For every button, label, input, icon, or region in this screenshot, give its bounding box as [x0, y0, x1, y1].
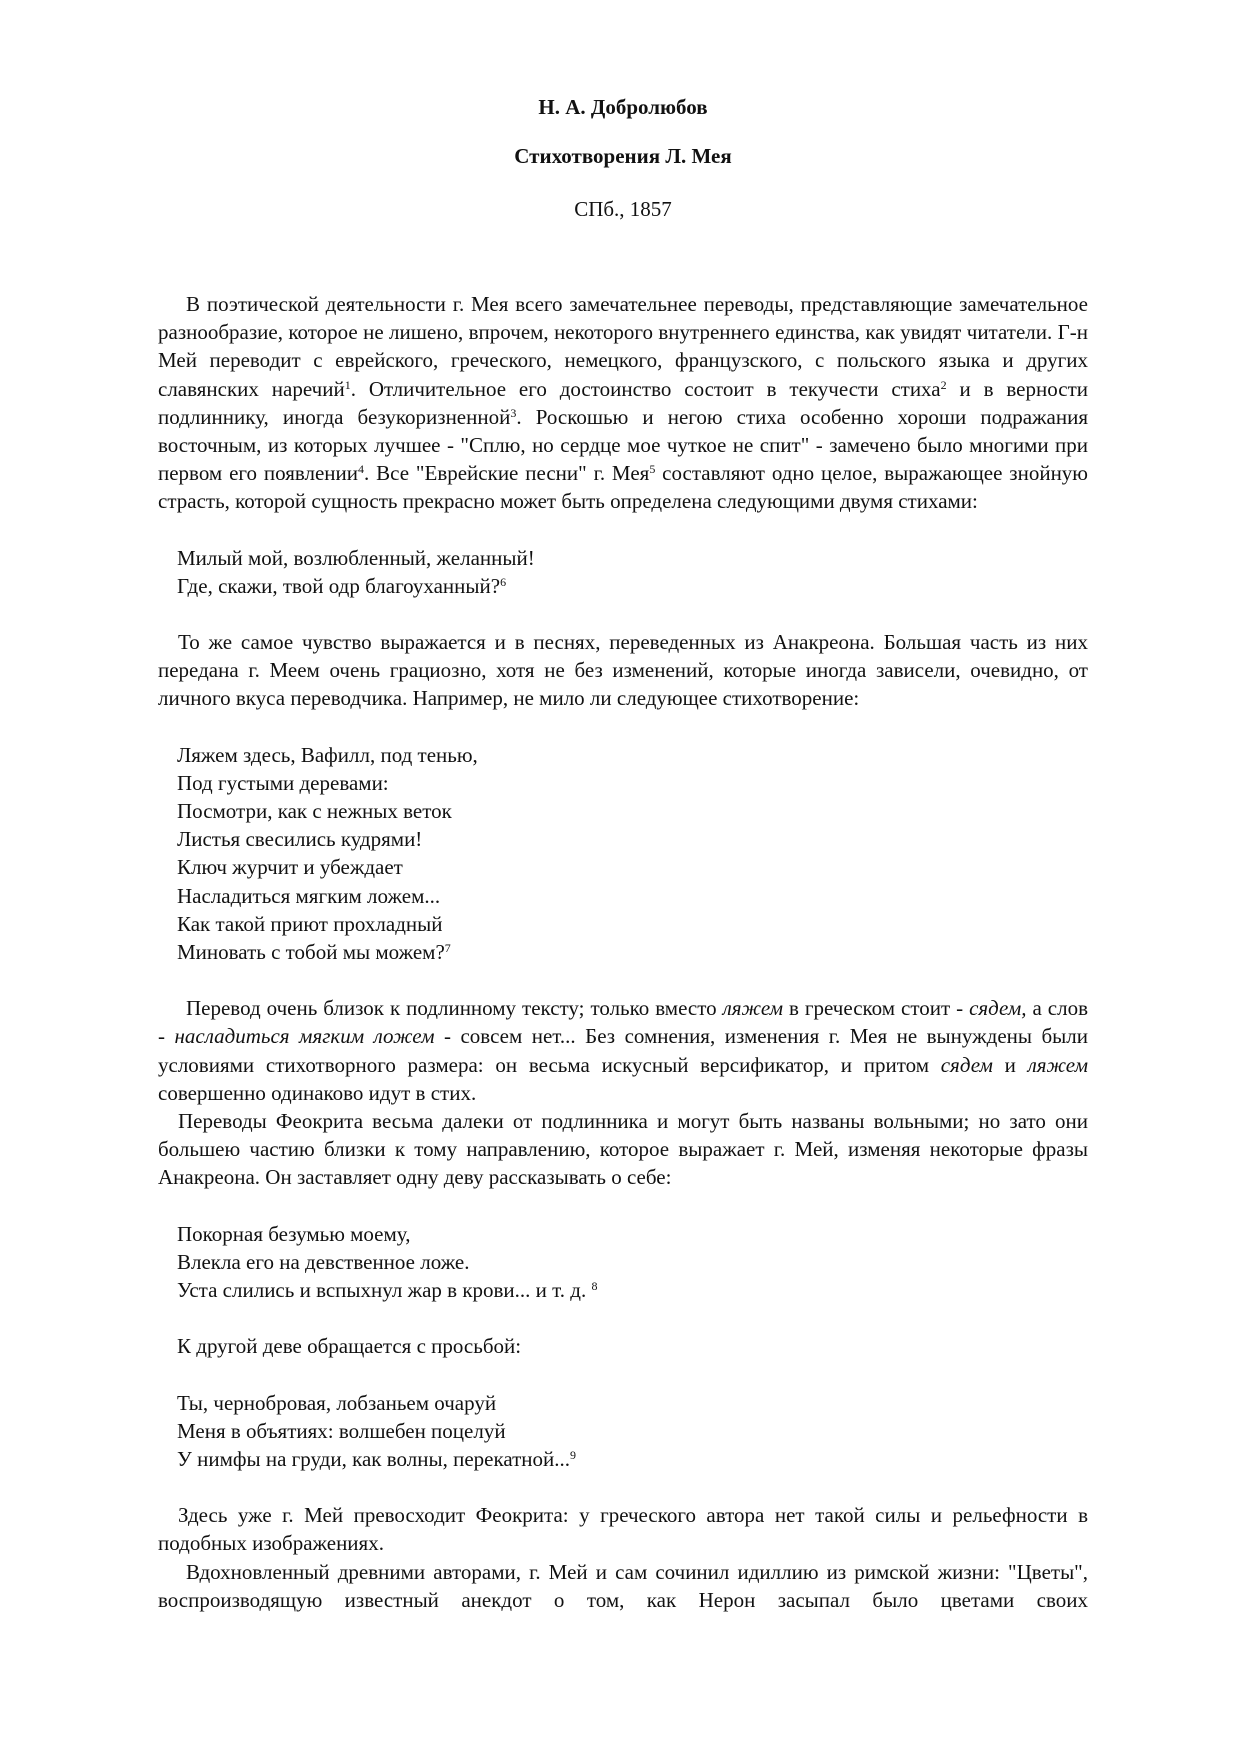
text-run: совершенно одинаково идут в стих.: [158, 1080, 477, 1105]
text-run: Перевод очень близок к подлинному тексту; только вместо: [186, 996, 723, 1021]
verse-line: Листья свесились кудрями!: [177, 827, 423, 852]
article-body: [158, 290, 1088, 1614]
text-run: в греческом стоит -: [783, 996, 970, 1021]
verse-line: Под густыми деревами:: [177, 770, 389, 795]
verse-line: [177, 572, 1088, 600]
italic-word: сядем: [940, 1052, 993, 1077]
footnote-ref-1[interactable]: 1: [344, 377, 351, 392]
text-run: а слов -: [158, 996, 1088, 1049]
verse-line: К другой деве обращается с просьбой:: [177, 1334, 522, 1359]
footnote-ref-7[interactable]: 7: [444, 941, 451, 956]
paragraph-4: Переводы Феокрита весьма далеки от подлинника и могут быть названы вольными; но зато они большею частию близки к тому направлению, которое выражает г. Мей, изменяя некоторые фразы Анакреона. Он заставляет одну деву рассказывать о себе:: [158, 1109, 1088, 1190]
footnote-ref-5[interactable]: 5: [649, 462, 656, 477]
text-run: составляют одно целое, выражающее знойную страсть, которой сущность прекрасно может быть определена следующими двумя стихами:: [158, 461, 1088, 514]
verse-line: Как такой приют прохладный: [177, 911, 443, 936]
verse-line: Милый мой, возлюбленный, желанный!: [177, 545, 535, 570]
verse-line: [177, 1445, 1088, 1473]
verse-line: Ляжем здесь, Вафилл, под тенью,: [177, 742, 478, 767]
verse-text: Где, скажи, твой одр благоуханный?: [177, 573, 501, 598]
paragraph-1: [158, 290, 1088, 516]
text-run: . Отличительное его достоинство состоит в текучести стиха: [350, 376, 941, 401]
text-run: - совсем нет... Без сомнения, изменения г. Мея не вынуждены были условиями стихотворного размера: он весьма искусный версификатор, и притом: [158, 1024, 1088, 1077]
place-year: СПб., 1857: [574, 197, 672, 221]
italic-word: сядем,: [969, 996, 1027, 1021]
footnote-ref-3[interactable]: 3: [510, 405, 517, 420]
verse-line: [177, 938, 1088, 966]
verse-line: Меня в объятиях: волшебен поцелуй: [177, 1418, 506, 1443]
paragraph-7: Вдохновленный древними авторами, г. Мей и сам сочинил идиллию из римской жизни: "Цветы", воспроизводящую известный анекдот о том, как Нерон засыпал было цветами своих: [158, 1559, 1088, 1612]
paragraph-6: Здесь уже г. Мей превосходит Феокрита: у греческого автора нет такой силы и рельефности в подобных изображениях.: [158, 1503, 1088, 1556]
paragraph-2: То же самое чувство выражается и в песнях, переведенных из Анакреона. Большая часть из них передана г. Меем очень грациозно, хотя не без изменений, которые иногда зависели, очевидно, от личного вкуса переводчика. Например, не мило ли следующее стихотворение:: [158, 630, 1088, 711]
verse-line: Ключ журчит и убеждает: [177, 855, 403, 880]
paragraph-3: [158, 994, 1088, 1107]
text-run: и: [992, 1052, 1028, 1077]
paragraph-5: [158, 1332, 1088, 1360]
verse-block-4: [158, 1389, 1088, 1474]
footnote-ref-2[interactable]: 2: [940, 377, 947, 392]
verse-text: Уста слились и вспыхнул жар в крови... и т. д.: [177, 1278, 592, 1303]
verse-line: Влекла его на девственное ложе.: [177, 1249, 470, 1274]
italic-word: ляжем: [1027, 1052, 1088, 1077]
italic-word: ляжем: [722, 996, 784, 1021]
footnote-ref-9[interactable]: 9: [570, 1447, 577, 1462]
text-run: и в верности подлиннику, иногда безукоризненной: [158, 376, 1089, 429]
text-run: В поэтической деятельности г. Мея всего замечательнее переводы, представляющие замечательное разнообразие, которое не лишено, впрочем, некоторого внутреннего единства, как увидят читатели. Г-н Мей переводит с еврейского, греческого, немецкого, французского, с польского языка и других славянских наречий: [158, 292, 1088, 401]
verse-block-2: [158, 741, 1088, 967]
footnote-ref-4[interactable]: 4: [358, 462, 365, 477]
verse-text: Миновать с тобой мы можем?: [177, 940, 445, 965]
verse-line: [177, 1276, 1088, 1304]
verse-line: Покорная безумью моему,: [177, 1221, 411, 1246]
document-title: Стихотворения Л. Мея: [514, 144, 732, 168]
verse-line: Посмотри, как с нежных веток: [177, 799, 452, 824]
text-run: . Все "Еврейские песни" г. Мея: [364, 461, 650, 486]
verse-text: У нимфы на груди, как волны, перекатной...: [177, 1446, 571, 1471]
verse-block-3: [158, 1220, 1088, 1305]
text-run: . Роскошью и негою стиха особенно хороши подражания восточным, из которых лучшее - "Сплю, но сердце мое чуткое не спит" - замечено было многими при первом его появлении: [158, 404, 1088, 486]
italic-phrase: насладиться мягким ложем: [174, 1024, 435, 1049]
verse-block-1: [158, 544, 1088, 600]
verse-line: Ты, чернобровая, лобзаньем очаруй: [177, 1390, 497, 1415]
author-heading: Н. А. Добролюбов: [538, 95, 708, 119]
footnote-ref-8[interactable]: 8: [591, 1279, 598, 1294]
verse-line: Насладиться мягким ложем...: [177, 883, 441, 908]
footnote-ref-6[interactable]: 6: [500, 574, 507, 589]
